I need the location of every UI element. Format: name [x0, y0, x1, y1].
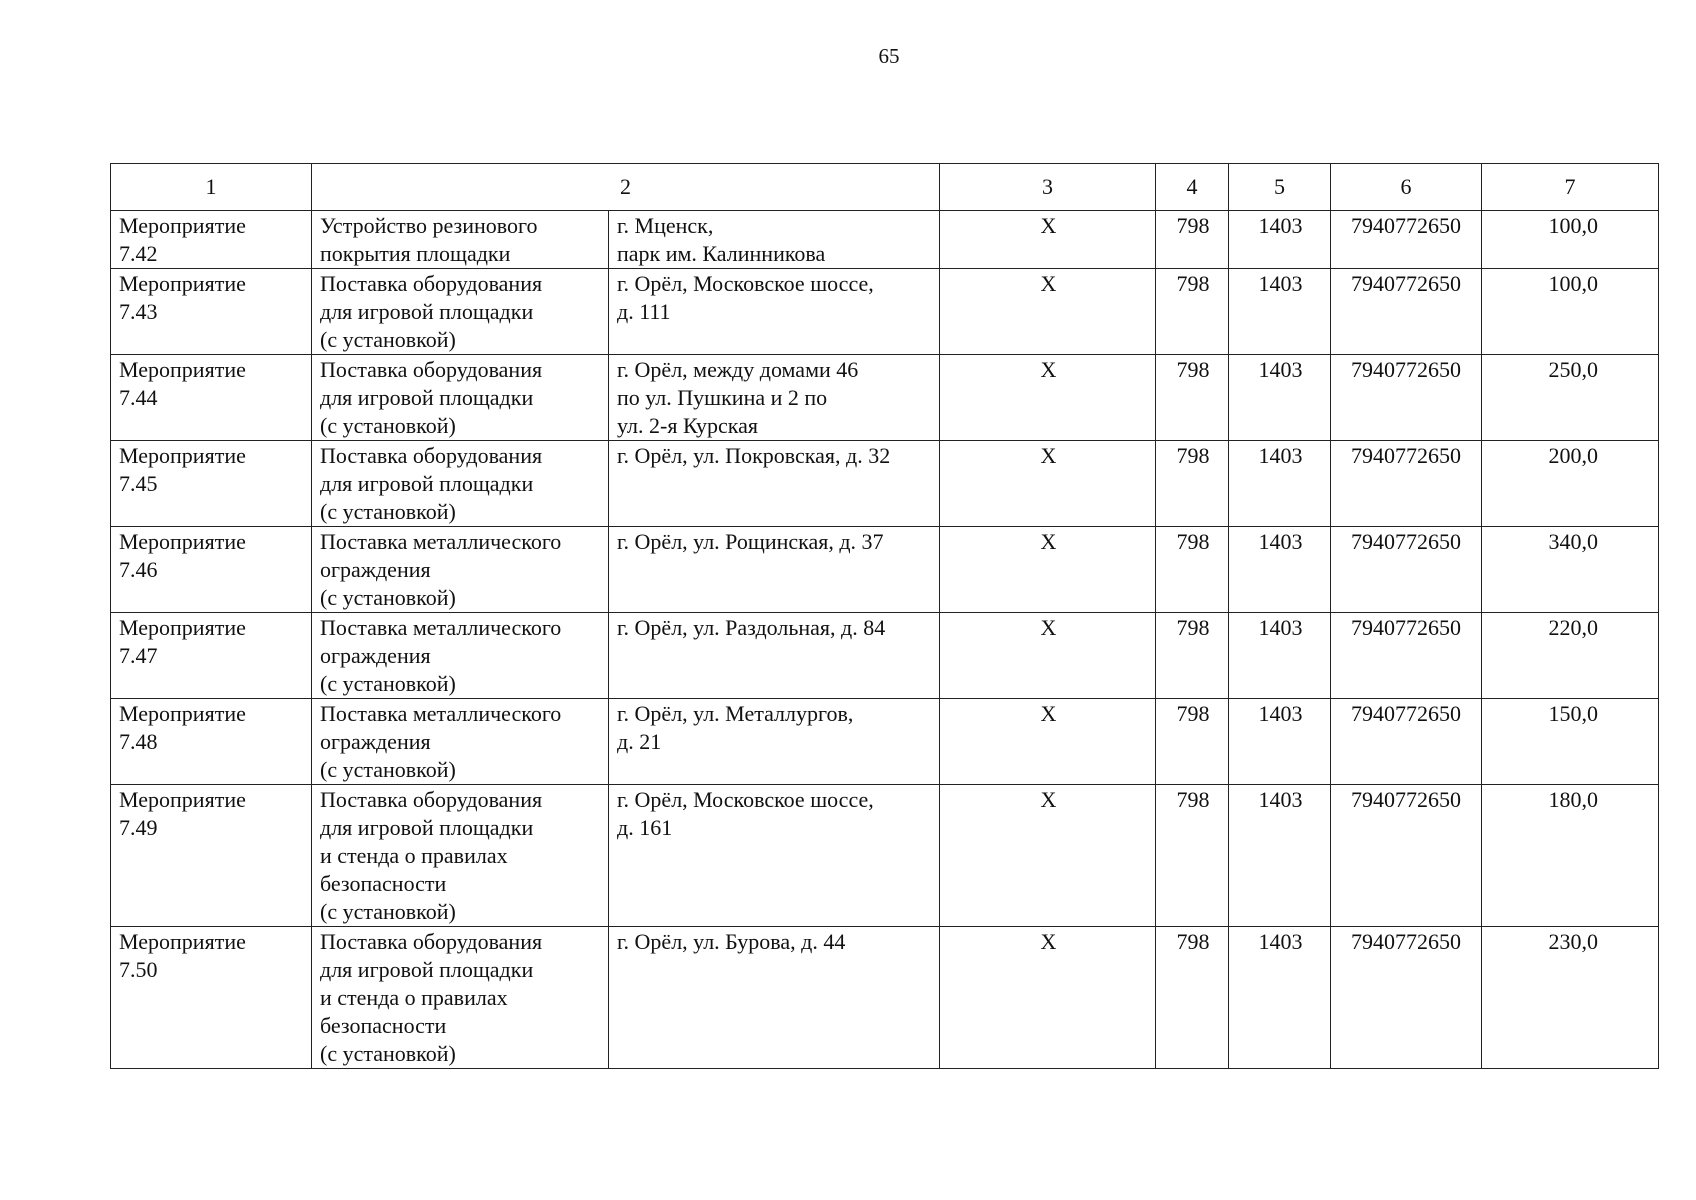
- col3-cell: Х: [940, 269, 1156, 355]
- col6-cell: 7940772650: [1331, 613, 1482, 699]
- col6-cell: 7940772650: [1331, 785, 1482, 927]
- description-cell: Поставка оборудования для игровой площадки и стенда о правилах безопасности (с установкой): [312, 927, 609, 1069]
- col7-cell: 100,0: [1482, 269, 1659, 355]
- col6-cell: 7940772650: [1331, 699, 1482, 785]
- col7-cell: 150,0: [1482, 699, 1659, 785]
- header-cell-7: 7: [1482, 164, 1659, 211]
- col4-cell: 798: [1156, 211, 1229, 269]
- address-cell: г. Орёл, ул. Покровская, д. 32: [609, 441, 940, 527]
- header-cell-2: 2: [312, 164, 940, 211]
- address-cell: г. Орёл, Московское шоссе, д. 111: [609, 269, 940, 355]
- description-cell: Поставка оборудования для игровой площадки (с установкой): [312, 441, 609, 527]
- col5-cell: 1403: [1229, 441, 1331, 527]
- col4-cell: 798: [1156, 613, 1229, 699]
- col6-cell: 7940772650: [1331, 927, 1482, 1069]
- col5-cell: 1403: [1229, 699, 1331, 785]
- col3-cell: Х: [940, 785, 1156, 927]
- col5-cell: 1403: [1229, 269, 1331, 355]
- col4-cell: 798: [1156, 527, 1229, 613]
- col5-cell: 1403: [1229, 211, 1331, 269]
- measure-cell: Мероприятие 7.48: [111, 699, 312, 785]
- description-cell: Поставка металлического ограждения (с установкой): [312, 613, 609, 699]
- description-cell: Устройство резинового покрытия площадки: [312, 211, 609, 269]
- measure-cell: Мероприятие 7.47: [111, 613, 312, 699]
- col4-cell: 798: [1156, 355, 1229, 441]
- table-row: [111, 613, 1659, 699]
- col7-cell: 250,0: [1482, 355, 1659, 441]
- table-row: [111, 211, 1659, 269]
- description-cell: Поставка оборудования для игровой площадки (с установкой): [312, 355, 609, 441]
- header-cell-1: 1: [111, 164, 312, 211]
- col3-cell: Х: [940, 699, 1156, 785]
- col3-cell: Х: [940, 527, 1156, 613]
- col6-cell: 7940772650: [1331, 211, 1482, 269]
- page-number: 65: [878, 44, 900, 68]
- col3-cell: Х: [940, 211, 1156, 269]
- header-cell-5: 5: [1229, 164, 1331, 211]
- col3-cell: Х: [940, 355, 1156, 441]
- col5-cell: 1403: [1229, 613, 1331, 699]
- col4-cell: 798: [1156, 441, 1229, 527]
- col6-cell: 7940772650: [1331, 441, 1482, 527]
- header-cell-4: 4: [1156, 164, 1229, 211]
- col5-cell: 1403: [1229, 927, 1331, 1069]
- header-row: [111, 164, 1659, 211]
- col5-cell: 1403: [1229, 785, 1331, 927]
- col7-cell: 340,0: [1482, 527, 1659, 613]
- measure-cell: Мероприятие 7.42: [111, 211, 312, 269]
- table-row: [111, 785, 1659, 927]
- col6-cell: 7940772650: [1331, 269, 1482, 355]
- description-cell: Поставка металлического ограждения (с установкой): [312, 527, 609, 613]
- budget-table: [110, 163, 1659, 1069]
- address-cell: г. Орёл, ул. Металлургов, д. 21: [609, 699, 940, 785]
- header-cell-6: 6: [1331, 164, 1482, 211]
- measure-cell: Мероприятие 7.46: [111, 527, 312, 613]
- address-cell: г. Орёл, ул. Бурова, д. 44: [609, 927, 940, 1069]
- measure-cell: Мероприятие 7.44: [111, 355, 312, 441]
- table-row: [111, 927, 1659, 1069]
- address-cell: г. Орёл, ул. Рощинская, д. 37: [609, 527, 940, 613]
- address-cell: г. Орёл, Московское шоссе, д. 161: [609, 785, 940, 927]
- col6-cell: 7940772650: [1331, 527, 1482, 613]
- col4-cell: 798: [1156, 699, 1229, 785]
- table-header: [111, 164, 1659, 211]
- col6-cell: 7940772650: [1331, 355, 1482, 441]
- table-row: [111, 527, 1659, 613]
- table-row: [111, 269, 1659, 355]
- col4-cell: 798: [1156, 785, 1229, 927]
- address-cell: г. Орёл, ул. Раздольная, д. 84: [609, 613, 940, 699]
- table-body: [111, 211, 1659, 1069]
- col3-cell: Х: [940, 441, 1156, 527]
- col5-cell: 1403: [1229, 527, 1331, 613]
- col3-cell: Х: [940, 613, 1156, 699]
- header-cell-3: 3: [940, 164, 1156, 211]
- measure-cell: Мероприятие 7.43: [111, 269, 312, 355]
- address-cell: г. Мценск, парк им. Калинникова: [609, 211, 940, 269]
- table-row: [111, 441, 1659, 527]
- col4-cell: 798: [1156, 269, 1229, 355]
- col5-cell: 1403: [1229, 355, 1331, 441]
- col7-cell: 220,0: [1482, 613, 1659, 699]
- col7-cell: 200,0: [1482, 441, 1659, 527]
- table-row: [111, 355, 1659, 441]
- description-cell: Поставка оборудования для игровой площадки (с установкой): [312, 269, 609, 355]
- measure-cell: Мероприятие 7.45: [111, 441, 312, 527]
- description-cell: Поставка металлического ограждения (с установкой): [312, 699, 609, 785]
- address-cell: г. Орёл, между домами 46 по ул. Пушкина и 2 по ул. 2-я Курская: [609, 355, 940, 441]
- measure-cell: Мероприятие 7.50: [111, 927, 312, 1069]
- col7-cell: 230,0: [1482, 927, 1659, 1069]
- description-cell: Поставка оборудования для игровой площадки и стенда о правилах безопасности (с установкой): [312, 785, 609, 927]
- col7-cell: 100,0: [1482, 211, 1659, 269]
- col3-cell: Х: [940, 927, 1156, 1069]
- measure-cell: Мероприятие 7.49: [111, 785, 312, 927]
- col4-cell: 798: [1156, 927, 1229, 1069]
- table-row: [111, 699, 1659, 785]
- col7-cell: 180,0: [1482, 785, 1659, 927]
